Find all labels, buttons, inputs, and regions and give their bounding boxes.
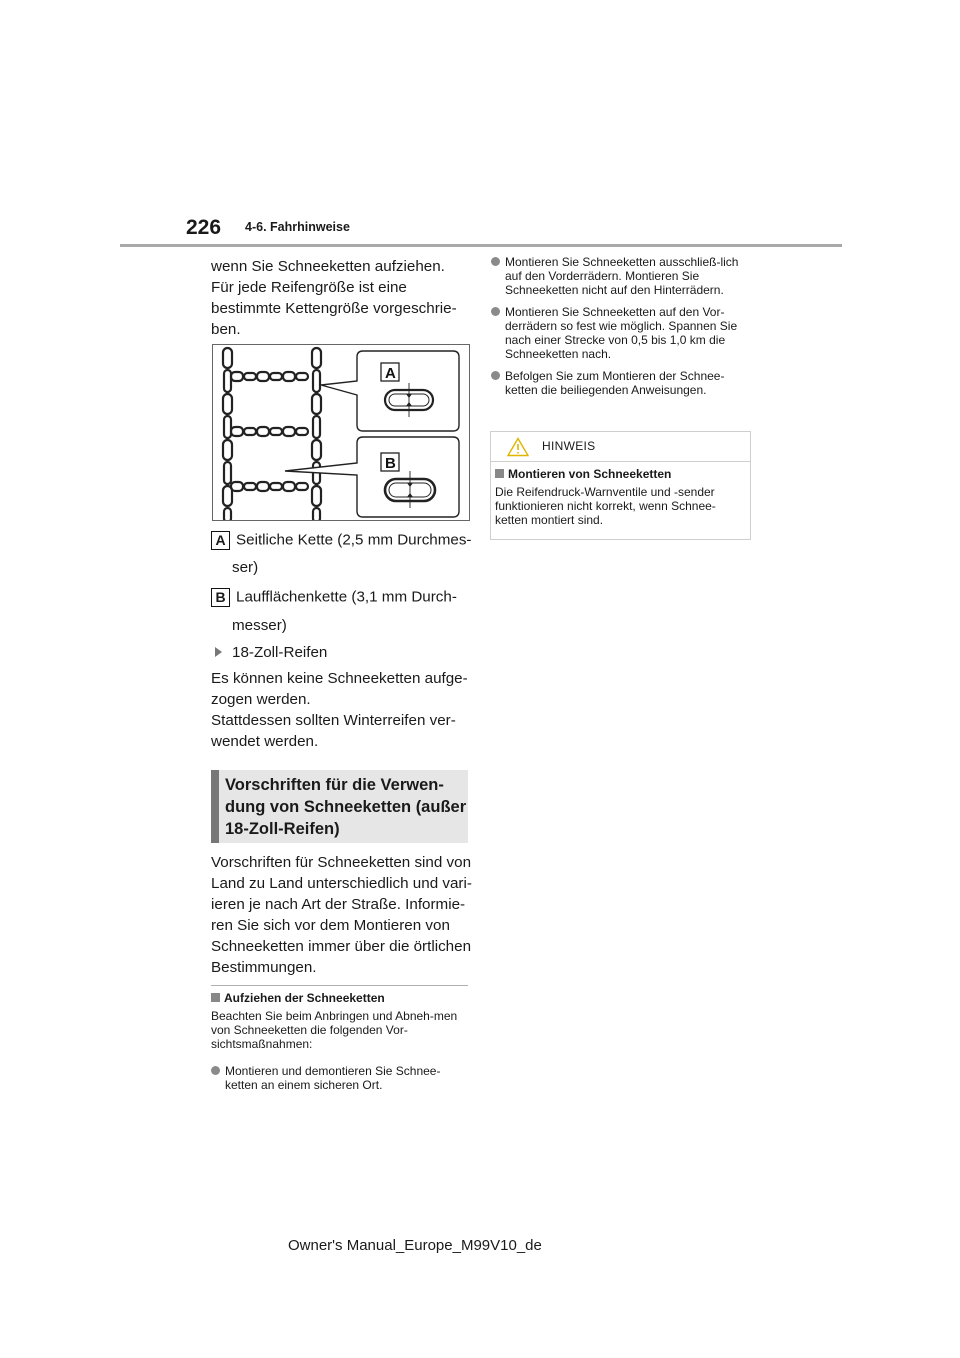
sub-section-heading <box>211 991 385 1005</box>
bullet-dot-icon <box>211 1066 220 1075</box>
list-item <box>491 255 753 297</box>
tread-chain-bottom <box>231 482 308 491</box>
no-chains-paragraph: Es können keine Schneeketten aufge-zogen werden. <box>211 670 468 708</box>
winter-tires-paragraph: Stattdessen sollten Winterreifen ver-wendet werden. <box>211 712 456 750</box>
intro-paragraph: wenn Sie Schneeketten aufziehen. Für jede Reifengröße ist eine bestimmte Kettengröße vorgeschrie-ben. <box>211 258 457 338</box>
bullet-dot-icon <box>491 371 500 380</box>
legend-b-continuation: messer) <box>232 617 287 634</box>
note-title: HINWEIS <box>542 439 596 453</box>
legend-b-box: B <box>211 588 230 607</box>
bullet-text: Befolgen Sie zum Montieren der Schnee-ketten die beiliegenden Anweisungen. <box>505 369 725 397</box>
regulation-paragraph: Vorschriften für Schneeketten sind von Land zu Land unterschiedlich und vari-ieren je nach Art der Straße. Informie-ren Sie sich vor dem Montieren von Schneeketten immer über die örtlichen Bestimmungen. <box>211 854 472 976</box>
note-subheading-text: Montieren von Schneeketten <box>508 467 672 481</box>
square-bullet-icon <box>495 469 504 478</box>
sub-section-heading-text: Aufziehen der Schneeketten <box>224 991 385 1005</box>
list-item <box>491 305 753 361</box>
snow-chain-figure <box>212 344 470 521</box>
note-body: Die Reifendruck-Warnventile und -sender funktionieren nicht korrekt, wenn Schnee-ketten montiert sind. <box>495 485 716 527</box>
warning-triangle-icon <box>507 437 529 462</box>
tire-size-item <box>211 644 327 661</box>
section-heading: Vorschriften für die Verwen-dung von Schneeketten (außer 18-Zoll-Reifen) <box>225 776 467 838</box>
legend-b <box>211 588 457 607</box>
figure-label-b: B <box>385 455 396 472</box>
list-item <box>491 369 753 397</box>
footer: Owner's Manual_Europe_M99V10_de <box>288 1237 542 1254</box>
legend-a <box>211 531 471 550</box>
bullet-text: Montieren Sie Schneeketten ausschließ-lich auf den Vorderrädern. Montieren Sie Schneeketten nicht auf den Hinterrädern. <box>505 255 739 297</box>
page-number: 226 <box>186 216 222 239</box>
bullet-dot-icon <box>491 257 500 266</box>
tread-chain-middle <box>231 427 308 436</box>
side-chain-right <box>312 348 321 520</box>
square-bullet-icon <box>211 993 220 1002</box>
bullet-dot-icon <box>491 307 500 316</box>
sub-section-bullet <box>211 1064 473 1092</box>
figure-label-a: A <box>385 365 396 382</box>
snow-chain-illustration <box>213 345 469 520</box>
sub-section-rule <box>211 985 468 986</box>
legend-a-continuation: ser) <box>232 559 259 576</box>
header-rule <box>120 244 842 247</box>
legend-a-box: A <box>211 531 230 550</box>
bullet-text: Montieren und demontieren Sie Schnee-ketten an einem sicheren Ort. <box>225 1064 441 1092</box>
legend-b-text: Laufflächenkette (3,1 mm Durch- <box>236 588 457 606</box>
sub-section-body: Beachten Sie beim Anbringen und Abneh-men von Schneeketten die folgenden Vor-sichtsmaßnahmen: <box>211 1009 458 1051</box>
section-heading-bar <box>211 770 219 843</box>
triangle-right-icon <box>215 647 222 657</box>
bullet-text: Montieren Sie Schneeketten auf den Vor-derrädern so fest wie möglich. Spannen Sie nach einer Strecke von 0,5 bis 1,0 km die Schneeketten nach. <box>505 305 738 361</box>
legend-a-text: Seitliche Kette (2,5 mm Durchmes- <box>236 531 472 549</box>
note-header-rule <box>490 461 751 462</box>
note-subheading <box>495 467 671 481</box>
tire-size-label: 18-Zoll-Reifen <box>232 644 328 661</box>
right-bullet-list <box>491 255 753 405</box>
section-label: 4-6. Fahrhinweise <box>245 220 350 234</box>
tread-chain-top <box>231 372 308 381</box>
